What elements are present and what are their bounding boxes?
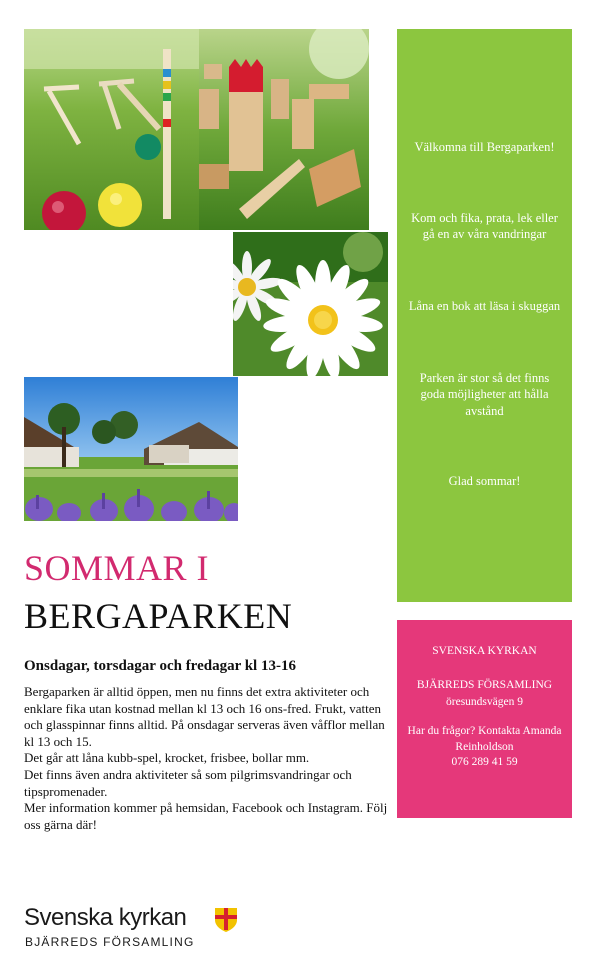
contact-panel-pink	[397, 620, 572, 818]
body-text	[24, 684, 394, 833]
croquet-photo	[24, 29, 200, 230]
info-panel-green	[397, 29, 572, 602]
schedule-heading: Onsdagar, torsdagar och fredagar kl 13-16	[24, 658, 296, 674]
kubb-photo	[199, 29, 369, 230]
summer-greeting: Glad sommar!	[448, 474, 521, 488]
org-name: SVENSKA KYRKAN	[432, 645, 537, 657]
body-paragraph: Det går att låna kubb-spel, krocket, frisbee, bollar mm.	[24, 750, 310, 766]
body-paragraph: Bergaparken är alltid öppen, men nu finns det extra aktiviteter och enklare fika utan kostnad mellan kl 13 och 16 ons-fred. Frukt, vatten och glasspinnar finns alltid. På onsdagar serveras även våfflor mellan kl 13 och 15.	[24, 684, 385, 749]
title-line-1: SOMMAR I	[24, 548, 210, 588]
body-paragraph: Mer information kommer på hemsidan, Facebook och Instagram. Följ oss gärna där!	[24, 800, 388, 832]
welcome-text: Välkomna till Bergaparken!	[414, 140, 555, 154]
crown-cross-icon	[214, 906, 238, 932]
church-park-photo	[24, 377, 238, 521]
contact-text: Har du frågor? Kontakta Amanda Reinholdson	[407, 725, 562, 753]
title-line-2: BERGAPARKEN	[24, 596, 293, 636]
fika-text: Kom och fika, prata, lek eller gå en av våra vandringar	[411, 211, 558, 242]
address: öresundsvägen 9	[446, 696, 523, 708]
body-paragraph: Det finns även andra aktiviteter så som pilgrimsvandringar och tipspromenader.	[24, 766, 352, 799]
daisy-photo	[233, 232, 388, 376]
phone-number: 076 289 41 59	[451, 756, 518, 768]
logo-name: Svenska kyrkan	[24, 904, 187, 931]
distance-text: Parken är stor så det finns goda möjligheter att hålla avstånd	[419, 371, 550, 418]
book-text: Låna en bok att läsa i skuggan	[408, 299, 561, 313]
logo-subtitle: BJÄRREDS FÖRSAMLING	[25, 935, 195, 949]
parish-name: BJÄRREDS FÖRSAMLING	[416, 679, 553, 691]
svenska-kyrkan-logo	[24, 904, 244, 954]
